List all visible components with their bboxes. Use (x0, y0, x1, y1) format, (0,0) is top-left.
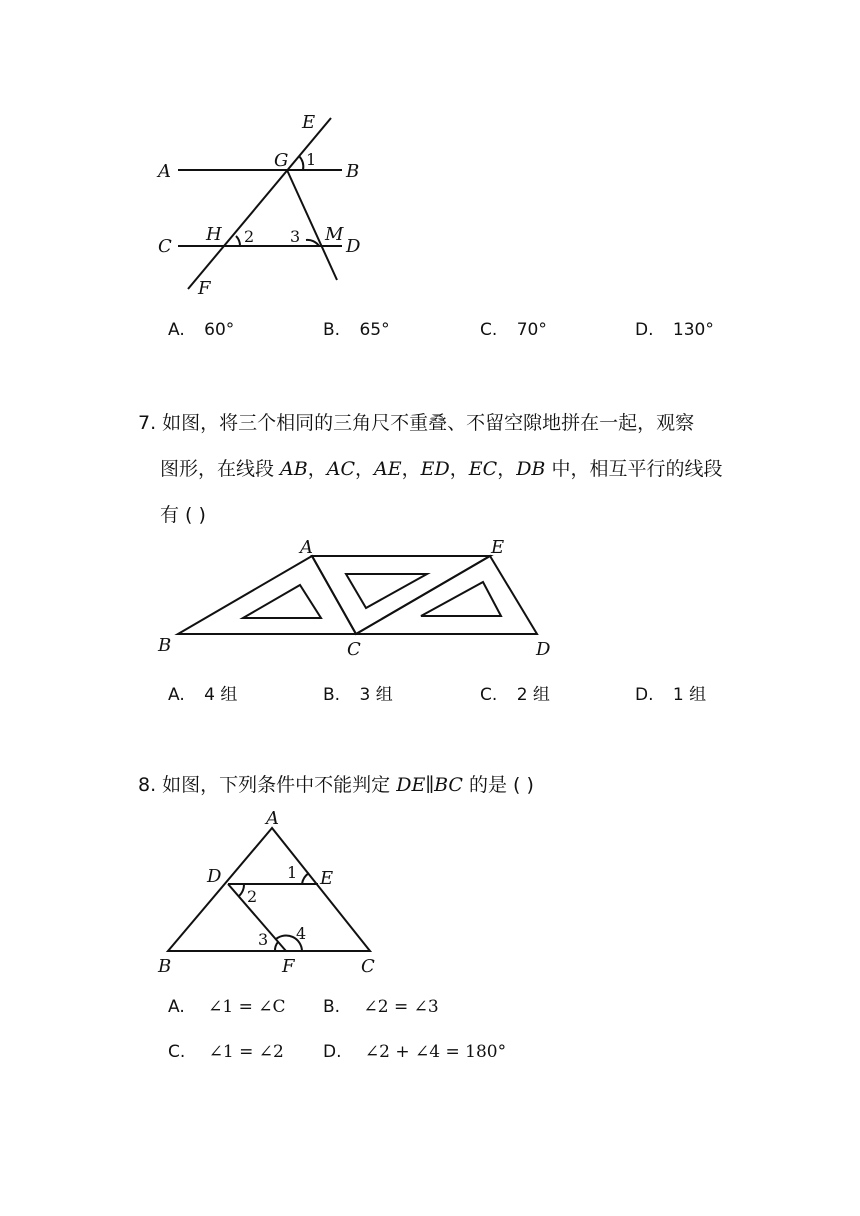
q8-option-a (168, 997, 286, 1017)
q7-figure (150, 535, 570, 665)
q7-line-2-post: 中，相互平行的线段 (545, 458, 723, 480)
option-letter: B. (323, 320, 341, 340)
label-f: F (282, 956, 295, 977)
q7-option-d (635, 680, 706, 705)
q6-option-d (635, 320, 714, 340)
label-angle-2: 2 (247, 887, 258, 906)
segment-ac: AC (326, 458, 356, 480)
option-text: ∠1 = ∠C (208, 997, 286, 1017)
angle-1-arc (299, 156, 303, 170)
q8-option-c (168, 1042, 284, 1062)
q8-option-b (323, 997, 439, 1017)
q7-option-c (480, 680, 550, 705)
label-g: G (274, 150, 289, 171)
option-text: 130° (672, 320, 714, 340)
q7-line-2: 图形，在线段 AB，AC，AE，ED，EC，DB 中，相互平行的线段 (160, 458, 723, 480)
label-m: M (325, 224, 344, 245)
option-text: ∠2 + ∠4 = 180° (364, 1042, 507, 1062)
option-letter: A. (168, 320, 185, 340)
triangle-abc (178, 556, 356, 634)
q8-pre: 8. 如图，下列条件中不能判定 (138, 774, 397, 796)
q7-line-3: 有 ( ) (160, 504, 206, 526)
label-angle-3: 3 (290, 227, 301, 246)
option-letter: A. (168, 685, 185, 705)
q8-option-d (323, 1042, 506, 1062)
segment-ae: AE (374, 458, 402, 480)
segment-ab: AB (280, 458, 308, 480)
q7-option-b (323, 680, 393, 705)
segment-ed: ED (420, 458, 450, 480)
option-letter: D. (635, 685, 654, 705)
q6-option-c (480, 320, 547, 340)
option-letter: A. (168, 997, 185, 1017)
angle-1-arc (302, 873, 309, 884)
q7-line-2-pre: 图形，在线段 (160, 458, 281, 480)
label-b: B (158, 635, 172, 656)
option-letter: C. (480, 685, 498, 705)
label-f: F (198, 278, 211, 299)
q8-line-1 (138, 770, 534, 797)
label-angle-1: 1 (287, 863, 298, 882)
option-text: ∠1 = ∠2 (208, 1042, 284, 1062)
hole-middle (346, 574, 427, 608)
label-e: E (302, 112, 316, 133)
label-b: B (158, 956, 172, 977)
triangle-ced (356, 556, 537, 634)
label-d: D (536, 639, 551, 660)
label-angle-4: 4 (296, 924, 307, 943)
option-text: ∠2 = ∠3 (363, 997, 439, 1017)
label-angle-2: 2 (244, 227, 255, 246)
angle-2-arc (239, 884, 244, 896)
option-letter: C. (168, 1042, 186, 1062)
option-text: 1 组 (672, 685, 707, 705)
label-a: A (266, 808, 279, 829)
option-letter: C. (480, 320, 498, 340)
angle-2-arc (236, 236, 240, 246)
q8-figure (150, 805, 390, 980)
q6-option-b (323, 320, 390, 340)
label-angle-3: 3 (258, 930, 269, 949)
q7-option-a (168, 680, 237, 705)
hole-right (421, 582, 501, 616)
label-d: D (207, 866, 222, 887)
option-text: 70° (516, 320, 547, 340)
option-text: 4 组 (204, 685, 238, 705)
label-e: E (320, 868, 334, 889)
label-d: D (346, 236, 361, 257)
label-angle-1: 1 (306, 150, 317, 169)
angle-3-arc (275, 942, 278, 951)
label-c: C (361, 956, 375, 977)
label-c: C (347, 639, 361, 660)
line-ef (188, 118, 331, 289)
option-text: 3 组 (359, 685, 393, 705)
q8-post: 的是 ( ) (462, 774, 534, 796)
option-text: 60° (204, 320, 235, 340)
label-c: C (158, 236, 172, 257)
label-e: E (491, 537, 505, 558)
q7-line-1: 7. 如图，将三个相同的三角尺不重叠、不留空隙地拼在一起，观察 (138, 412, 695, 434)
option-text: 2 组 (516, 685, 550, 705)
segment-ec: EC (468, 458, 498, 480)
q6-option-a (168, 320, 234, 340)
label-a: A (300, 537, 313, 558)
label-b: B (346, 161, 360, 182)
q8-math: DE∥BC (396, 774, 463, 796)
label-h: H (206, 224, 222, 245)
option-letter: D. (323, 1042, 342, 1062)
segment-db: DB (516, 458, 546, 480)
option-letter: B. (323, 997, 341, 1017)
triangle-ace (312, 556, 490, 634)
q6-figure (150, 105, 380, 305)
option-letter: B. (323, 685, 341, 705)
option-text: 65° (359, 320, 390, 340)
option-letter: D. (635, 320, 654, 340)
label-a: A (158, 161, 171, 182)
